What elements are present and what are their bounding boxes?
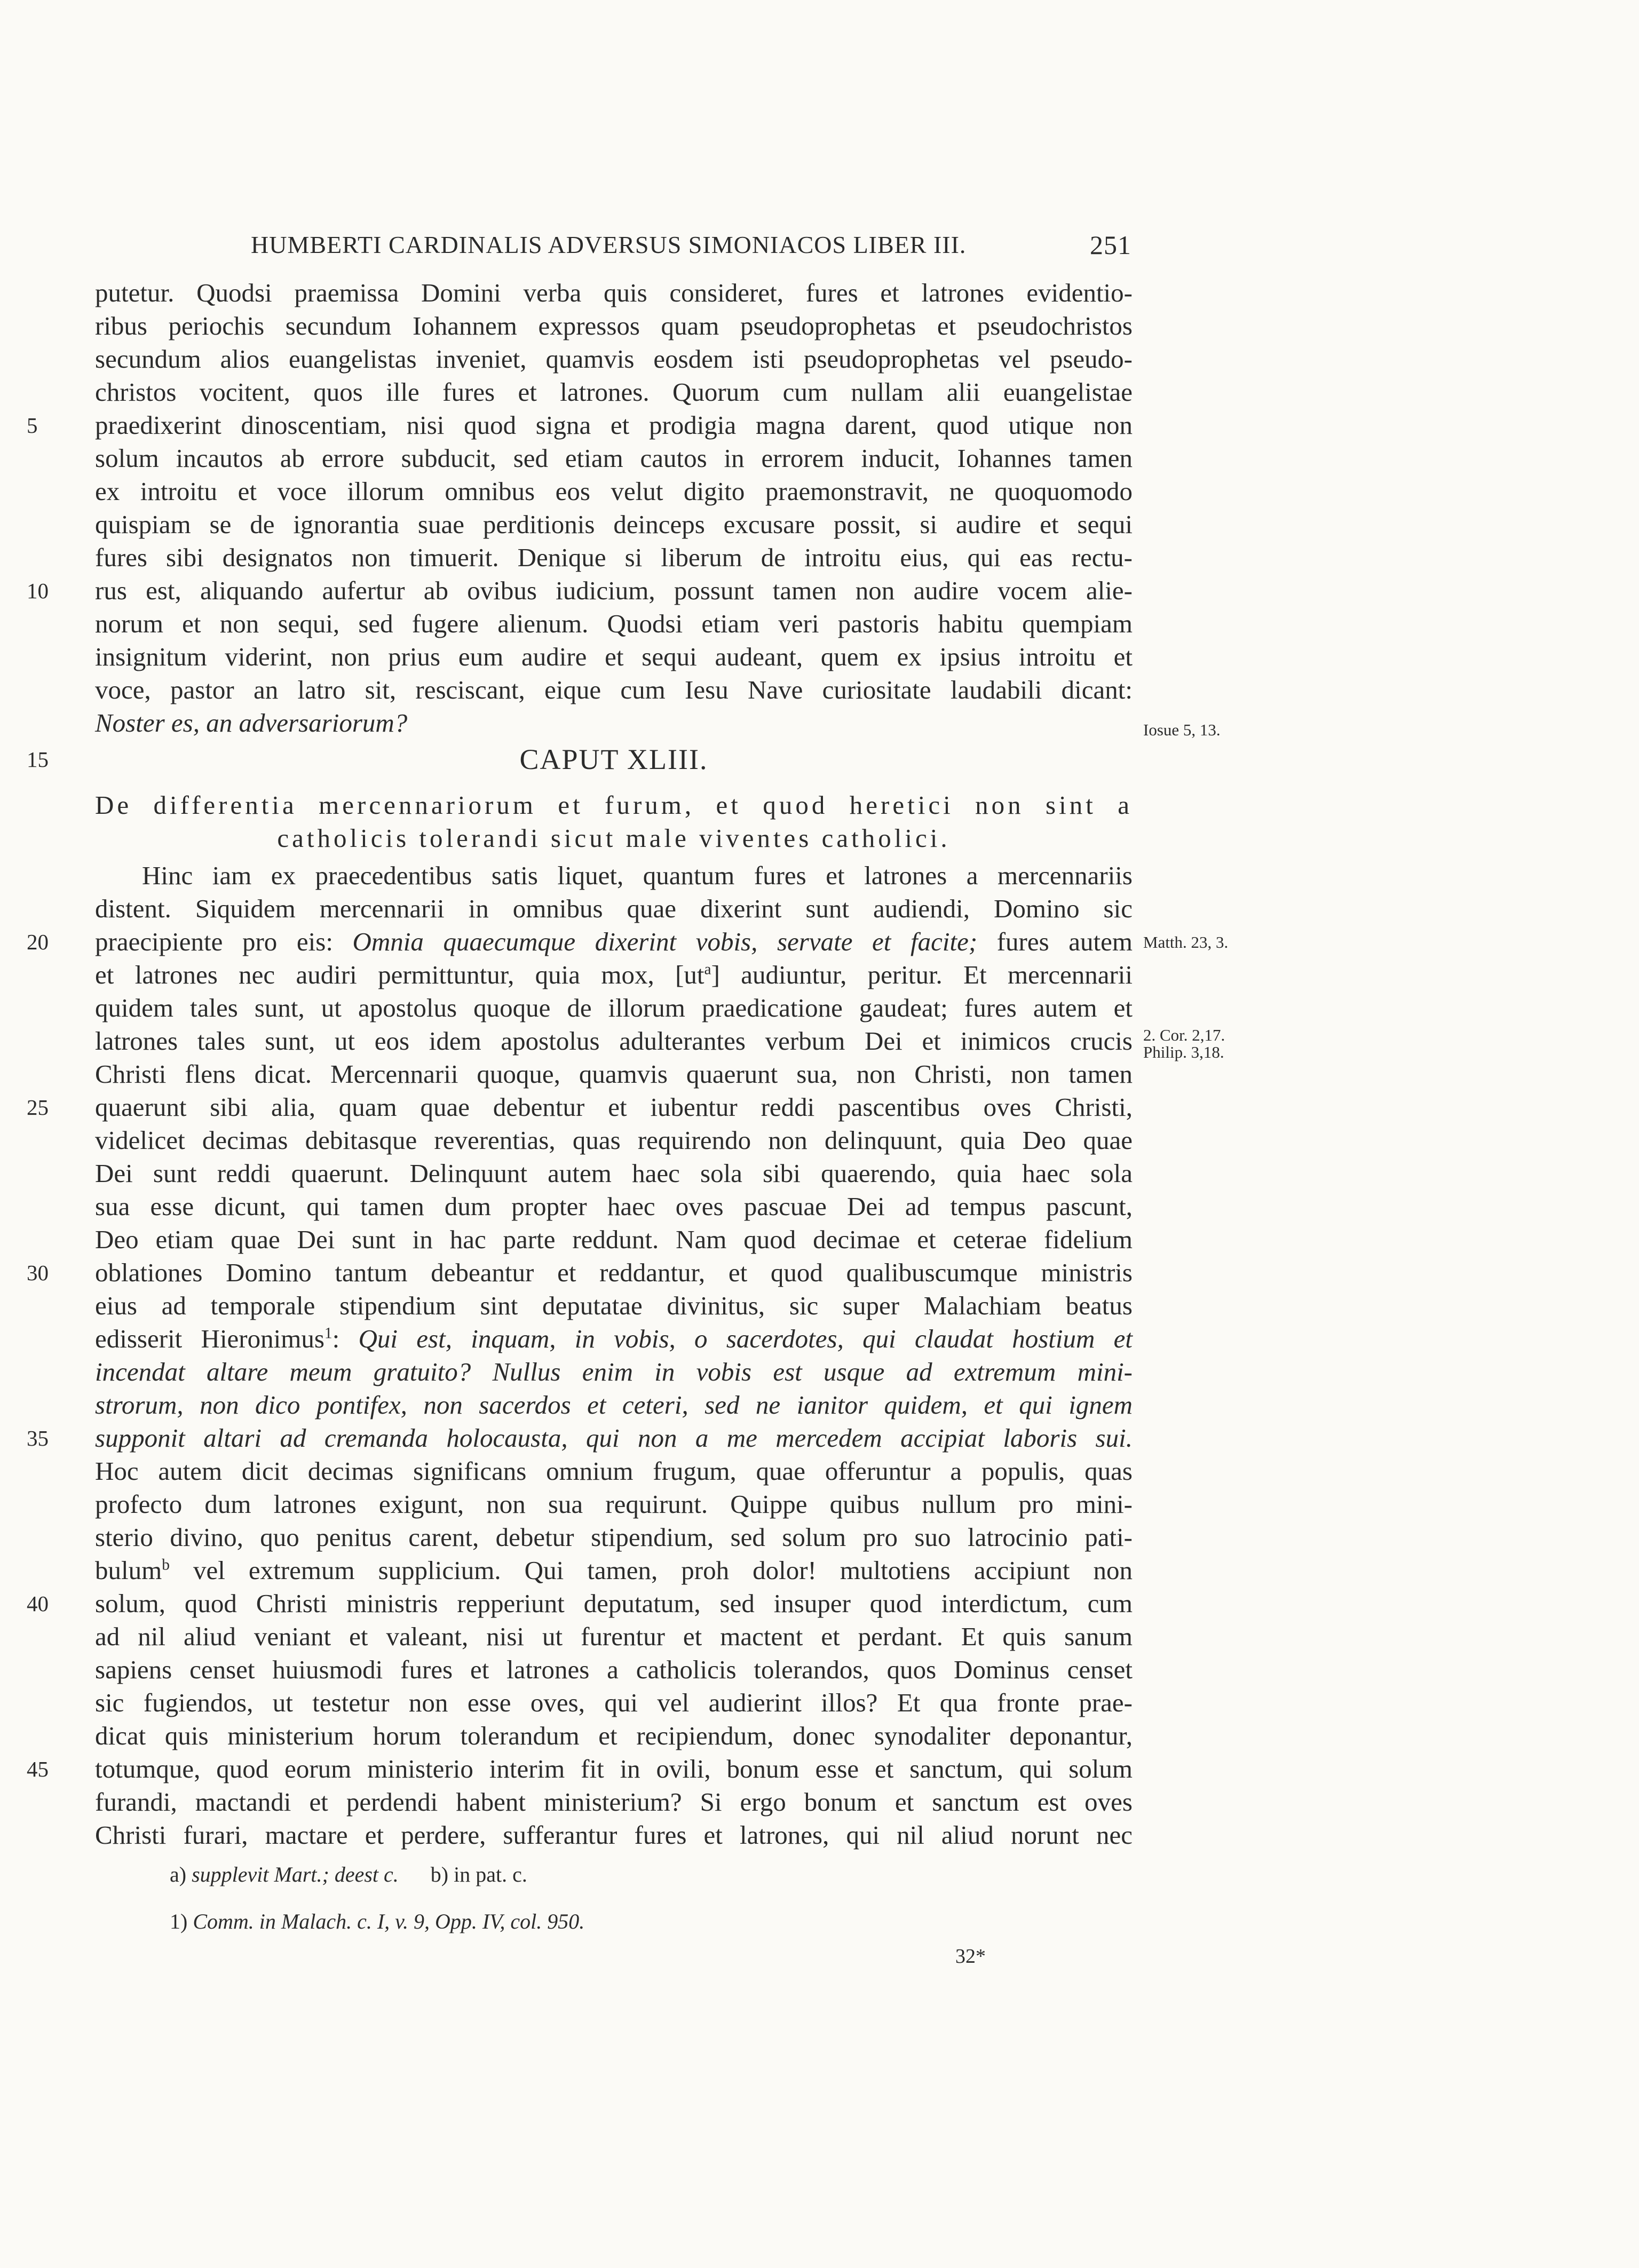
text-line: christos vocitent, quos ille fures et latrones. Quorum cum nullam alii euangelistae bbox=[95, 377, 1133, 407]
footnote-ref: a bbox=[704, 961, 711, 978]
text-line: dicat quis ministerium horum tolerandum et recipiendum, donec synodaliter deponantur, bbox=[95, 1721, 1133, 1750]
text-line: incendat altare meum gratuito? Nullus enim in vobis est usque ad extremum mini- bbox=[95, 1357, 1133, 1386]
text-line: sua esse dicunt, qui tamen dum propter haec oves pascuae Dei ad tempus pascunt, bbox=[95, 1192, 1133, 1221]
margin-reference: Philip. 3,18. bbox=[1143, 1043, 1224, 1061]
text-line: fures sibi designatos non timuerit. Denique si liberum de introitu eius, qui eas rectu- bbox=[95, 543, 1133, 572]
footnote-a: a) supplevit Mart.; deest c. b) in pat. c. bbox=[170, 1862, 527, 1886]
signature-mark: 32* bbox=[955, 1945, 986, 1968]
text-line: quidem tales sunt, ut apostolus quoque de illorum praedicatione gaudeat; fures autem et bbox=[95, 993, 1133, 1022]
line-number: 35 bbox=[27, 1426, 49, 1450]
text-line: norum et non sequi, sed fugere alienum. Quodsi etiam veri pastoris habitu quempiam bbox=[95, 609, 1133, 638]
text-line: distent. Siquidem mercennarii in omnibus quae dixerint sunt audiendi, Domino sic bbox=[95, 894, 1133, 923]
text-line: strorum, non dico pontifex, non sacerdos et ceteri, sed ne ianitor quidem, et qui ignem bbox=[95, 1390, 1133, 1420]
text-line: 40 solum, quod Christi ministris repperiunt deputatum, sed insuper quod interdictum, cum bbox=[95, 1587, 1133, 1620]
text-line: insignitum viderint, non prius eum audire et sequi audeant, quem ex ipsius introitu et bbox=[95, 642, 1133, 671]
running-title: HUMBERTI CARDINALIS ADVERSUS SIMONIACOS LIBER III. bbox=[251, 231, 967, 258]
text-line: 25 quaerunt sibi alia, quam quae debentur et iubentur reddi pascentibus oves Christi, bbox=[95, 1091, 1133, 1124]
line-number: 25 bbox=[27, 1095, 49, 1120]
footnote-1: 1) Comm. in Malach. c. I, v. 9, Opp. IV, col. 950. bbox=[170, 1909, 585, 1933]
text-line: quispiam se de ignorantia suae perditionis deinceps excusare possit, si audire et sequi bbox=[95, 510, 1133, 539]
chapter-heading: 15 CAPUT XLIII. bbox=[27, 743, 708, 775]
margin-reference: Matth. 23, 3. bbox=[1143, 933, 1229, 951]
text-line: bulum$^b$ vel extremum supplicium. Qui tamen, proh dolor! multotiens accipiunt non bbox=[95, 1556, 1133, 1585]
margin-reference: 2. Cor. 2,17. bbox=[1143, 1026, 1225, 1044]
text-line: Dei sunt reddi quaerunt. Delinquunt autem haec sola sibi quaerendo, quia haec sola bbox=[95, 1159, 1133, 1188]
text-line: 20 praecipiente pro eis: Omnia quaecumque dixerint vobis, servate et facite; fures autem bbox=[95, 925, 1133, 958]
text-line: Christi furari, mactare et perdere, sufferantur fures et latrones, qui nil aliud norunt nec bbox=[95, 1820, 1133, 1850]
text-line: 30 oblationes Domino tantum debeantur et reddantur, et quod qualibuscumque ministris bbox=[95, 1256, 1133, 1289]
text-line: sapiens censet huiusmodi fures et latrones a catholicis tolerandos, quos Dominus censet bbox=[95, 1655, 1133, 1684]
line-number: 15 bbox=[27, 747, 49, 772]
text-line: 45 totumque, quod eorum ministerio interim fit in ovili, bonum esse et sanctum, qui solum bbox=[95, 1752, 1133, 1786]
page-number: 251 bbox=[1090, 230, 1131, 260]
text-line: voce, pastor an latro sit, resciscant, eique cum Iesu Nave curiositate laudabili dicant: bbox=[95, 675, 1133, 704]
text-line: secundum alios euangelistas inveniet, quamvis eosdem isti pseudoprophetas vel pseudo- bbox=[95, 344, 1133, 374]
text-line: ribus periochis secundum Iohannem expressos quam pseudoprophetas et pseudochristos bbox=[95, 311, 1133, 340]
text-line: ad nil aliud veniant et valeant, nisi ut furentur et mactent et perdant. Et quis sanum bbox=[95, 1622, 1133, 1651]
text-line: edisserit Hieronimus$^1$: Qui est, inquam, in vobis, o sacerdotes, qui claudat hostium et bbox=[95, 1324, 1133, 1353]
margin-reference: Iosue 5, 13. bbox=[1143, 720, 1221, 739]
text-line: Christi flens dicat. Mercennarii quoque, quamvis quaerunt sua, non Christi, non tamen bbox=[95, 1059, 1133, 1089]
text-line: Noster es, an adversariorum? bbox=[95, 708, 408, 738]
footnote-ref: 1 bbox=[324, 1325, 332, 1342]
text-line: furandi, mactandi et perdendi habent ministerium? Si ergo bonum et sanctum est oves bbox=[95, 1787, 1133, 1817]
text-line: videlicet decimas debitasque reverentias, quas requirendo non delinquunt, quia Deo quae bbox=[95, 1125, 1133, 1155]
text-line: Hinc iam ex praecedentibus satis liquet, quantum fures et latrones a mercennariis bbox=[142, 861, 1133, 890]
text-line: eius ad temporale stipendium sint deputatae divinitus, sic super Malachiam beatus bbox=[95, 1291, 1133, 1320]
line-number: 10 bbox=[27, 578, 49, 603]
text-line: Deo etiam quae Dei sunt in hac parte reddunt. Nam quod decimae et ceterae fidelium bbox=[95, 1225, 1133, 1254]
text-line: profecto dum latrones exigunt, non sua requirunt. Quippe quibus nullum pro mini- bbox=[95, 1489, 1133, 1519]
text-line: solum incautos ab errore subducit, sed etiam cautos in errorem inducit, Iohannes tamen bbox=[95, 443, 1133, 473]
chapter-subtitle: catholicis tolerandi sicut male viventes catholici. bbox=[277, 823, 951, 853]
chapter-subtitle: De differentia mercennariorum et furum, et quod heretici non sint a bbox=[95, 790, 1133, 820]
text-line: 5 praedixerint dinoscentiam, nisi quod signa et prodigia magna darent, quod utique non bbox=[95, 409, 1133, 442]
line-number: 40 bbox=[27, 1591, 49, 1616]
text-line: sic fugiendos, ut testetur non esse oves, qui vel audierint illos? Et qua fronte prae- bbox=[95, 1688, 1133, 1717]
text-line: 35 supponit altari ad cremanda holocausta, qui non a me mercedem accipiat laboris sui. bbox=[95, 1422, 1133, 1455]
line-number: 30 bbox=[27, 1260, 49, 1285]
text-line: Hoc autem dicit decimas significans omnium frugum, quae offeruntur a populis, quas bbox=[95, 1456, 1133, 1486]
text-line: 10 rus est, aliquando aufertur ab ovibus iudicium, possunt tamen non audire vocem alie- bbox=[95, 574, 1133, 607]
footnote-b: b) in pat. c. bbox=[430, 1862, 527, 1886]
text-line: latrones tales sunt, ut eos idem apostolus adulterantes verbum Dei et inimicos crucis bbox=[95, 1026, 1133, 1056]
text-line: sterio divino, quo penitus carent, debetur stipendium, sed solum pro suo latrocinio pati- bbox=[95, 1522, 1133, 1552]
running-header bbox=[251, 231, 1131, 259]
text-line: et latrones nec audiri permittuntur, quia mox, $[ut^a]$ audiuntur, peritur. Et mercennarii bbox=[95, 960, 1133, 989]
text-line: putetur. Quodsi praemissa Domini verba quis consideret, fures et latrones evidentio- bbox=[95, 278, 1133, 307]
line-number: 45 bbox=[27, 1757, 49, 1781]
line-number: 5 bbox=[27, 413, 38, 438]
text-line: ex introitu et voce illorum omnibus eos velut digito praemonstravit, ne quoquomodo bbox=[95, 477, 1133, 506]
line-number: 20 bbox=[27, 930, 49, 954]
footnote-ref: b bbox=[162, 1556, 170, 1574]
